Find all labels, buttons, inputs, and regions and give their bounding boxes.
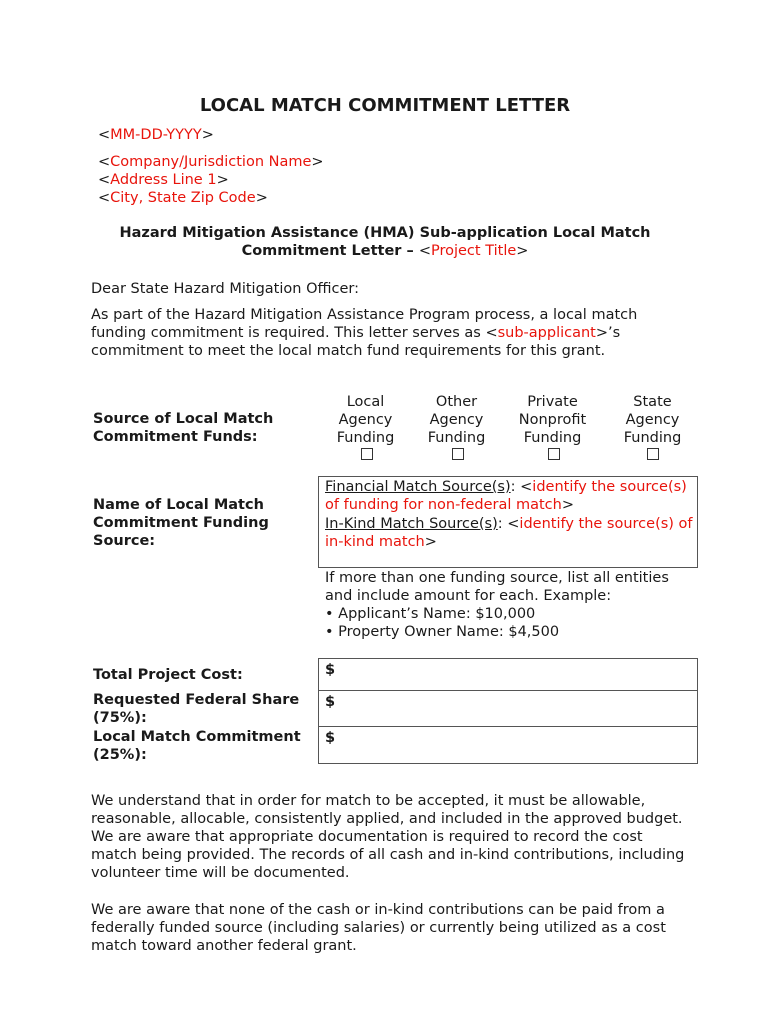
column-private-nonprofit: Private Nonprofit Funding xyxy=(518,394,587,446)
inkind-label: In-Kind Match Source(s) xyxy=(325,516,498,532)
company-line: <Company/Jurisdiction Name> xyxy=(98,154,324,170)
local-agency-checkbox[interactable] xyxy=(361,448,373,460)
financial-placeholder[interactable]: identify the source(s) of funding for non-federal match xyxy=(325,479,687,513)
federal-share-label: Requested Federal Share (75%): xyxy=(93,692,300,726)
letter-title: LOCAL MATCH COMMITMENT LETTER xyxy=(199,95,571,116)
column-local-agency: Local Agency Funding xyxy=(336,394,395,446)
federal-source-paragraph: We are aware that none of the cash or in-kind contributions can be paid from a federally funded source (including salaries) or currently being utilized as a cost match toward another federal grant. xyxy=(91,902,666,954)
intro-paragraph: As part of the Hazard Mitigation Assistance Program process, a local match funding commitment is required. This letter serves as <sub-applicant>’s commitment to meet the local match fund requirements for this grant. xyxy=(91,307,638,359)
local-match-field[interactable] xyxy=(318,726,698,764)
local-match-currency: $ xyxy=(325,730,336,746)
date-placeholder[interactable]: MM-DD-YYYY xyxy=(110,127,202,143)
example-applicant: • Applicant’s Name: $10,000 xyxy=(325,606,536,622)
company-placeholder[interactable]: Company/Jurisdiction Name xyxy=(110,154,312,170)
state-agency-checkbox[interactable] xyxy=(647,448,659,460)
date-line: <MM-DD-YYYY> xyxy=(98,127,214,143)
column-state-agency: State Agency Funding xyxy=(623,394,682,446)
total-cost-currency: $ xyxy=(325,662,336,678)
column-other-agency: Other Agency Funding xyxy=(427,394,486,446)
total-cost-field[interactable] xyxy=(318,658,698,691)
federal-share-currency: $ xyxy=(325,694,336,710)
subject-text: Hazard Mitigation Assistance (HMA) Sub-application Local Match Commitment Letter – xyxy=(119,225,651,259)
federal-share-field[interactable] xyxy=(318,690,698,727)
sub-applicant-placeholder[interactable]: sub-applicant xyxy=(497,325,596,341)
address-line-1: <Address Line 1> xyxy=(98,172,229,188)
intro-text-1: As part of the Hazard Mitigation Assistance Program process, a local match funding commitment is required. This letter serves as xyxy=(91,307,638,341)
subject-heading: Hazard Mitigation Assistance (HMA) Sub-application Local Match Commitment Letter – <Project Title> xyxy=(119,225,651,259)
city-placeholder[interactable]: City, State Zip Code xyxy=(110,190,256,206)
intro-text-2: ’s commitment to meet the local match fund requirements for this grant. xyxy=(91,325,621,359)
match-requirements-paragraph: We understand that in order for match to be accepted, it must be allowable, reasonable, allocable, consistently applied, and included in the approved budget. We are aware that appropriate documentation is required to record the cost match being provided. The records of all cash and in-kind contributions, including volunteer time will be documented. xyxy=(91,793,685,881)
private-nonprofit-checkbox[interactable] xyxy=(548,448,560,460)
example-property-owner: • Property Owner Name: $4,500 xyxy=(325,624,560,640)
multiple-sources-note: If more than one funding source, list all entities and include amount for each. Example: xyxy=(325,570,669,604)
source-label: Source of Local Match Commitment Funds: xyxy=(93,411,274,445)
other-agency-checkbox[interactable] xyxy=(452,448,464,460)
address-line-1-placeholder[interactable]: Address Line 1 xyxy=(110,172,217,188)
total-cost-label: Total Project Cost: xyxy=(93,667,243,683)
salutation: Dear State Hazard Mitigation Officer: xyxy=(91,281,359,297)
project-title-placeholder[interactable]: Project Title xyxy=(430,243,517,259)
name-source-label: Name of Local Match Commitment Funding Source: xyxy=(93,497,269,549)
financial-label: Financial Match Source(s) xyxy=(325,479,511,495)
city-line: <City, State Zip Code> xyxy=(98,190,268,206)
financial-source-entry: Financial Match Source(s): <identify the source(s) of funding for non-federal match> xyxy=(325,479,687,513)
local-match-label: Local Match Commitment (25%): xyxy=(93,729,301,763)
inkind-placeholder[interactable]: identify the source(s) of in-kind match xyxy=(325,516,693,550)
inkind-source-entry: In-Kind Match Source(s): <identify the source(s) of in-kind match> xyxy=(325,516,693,550)
